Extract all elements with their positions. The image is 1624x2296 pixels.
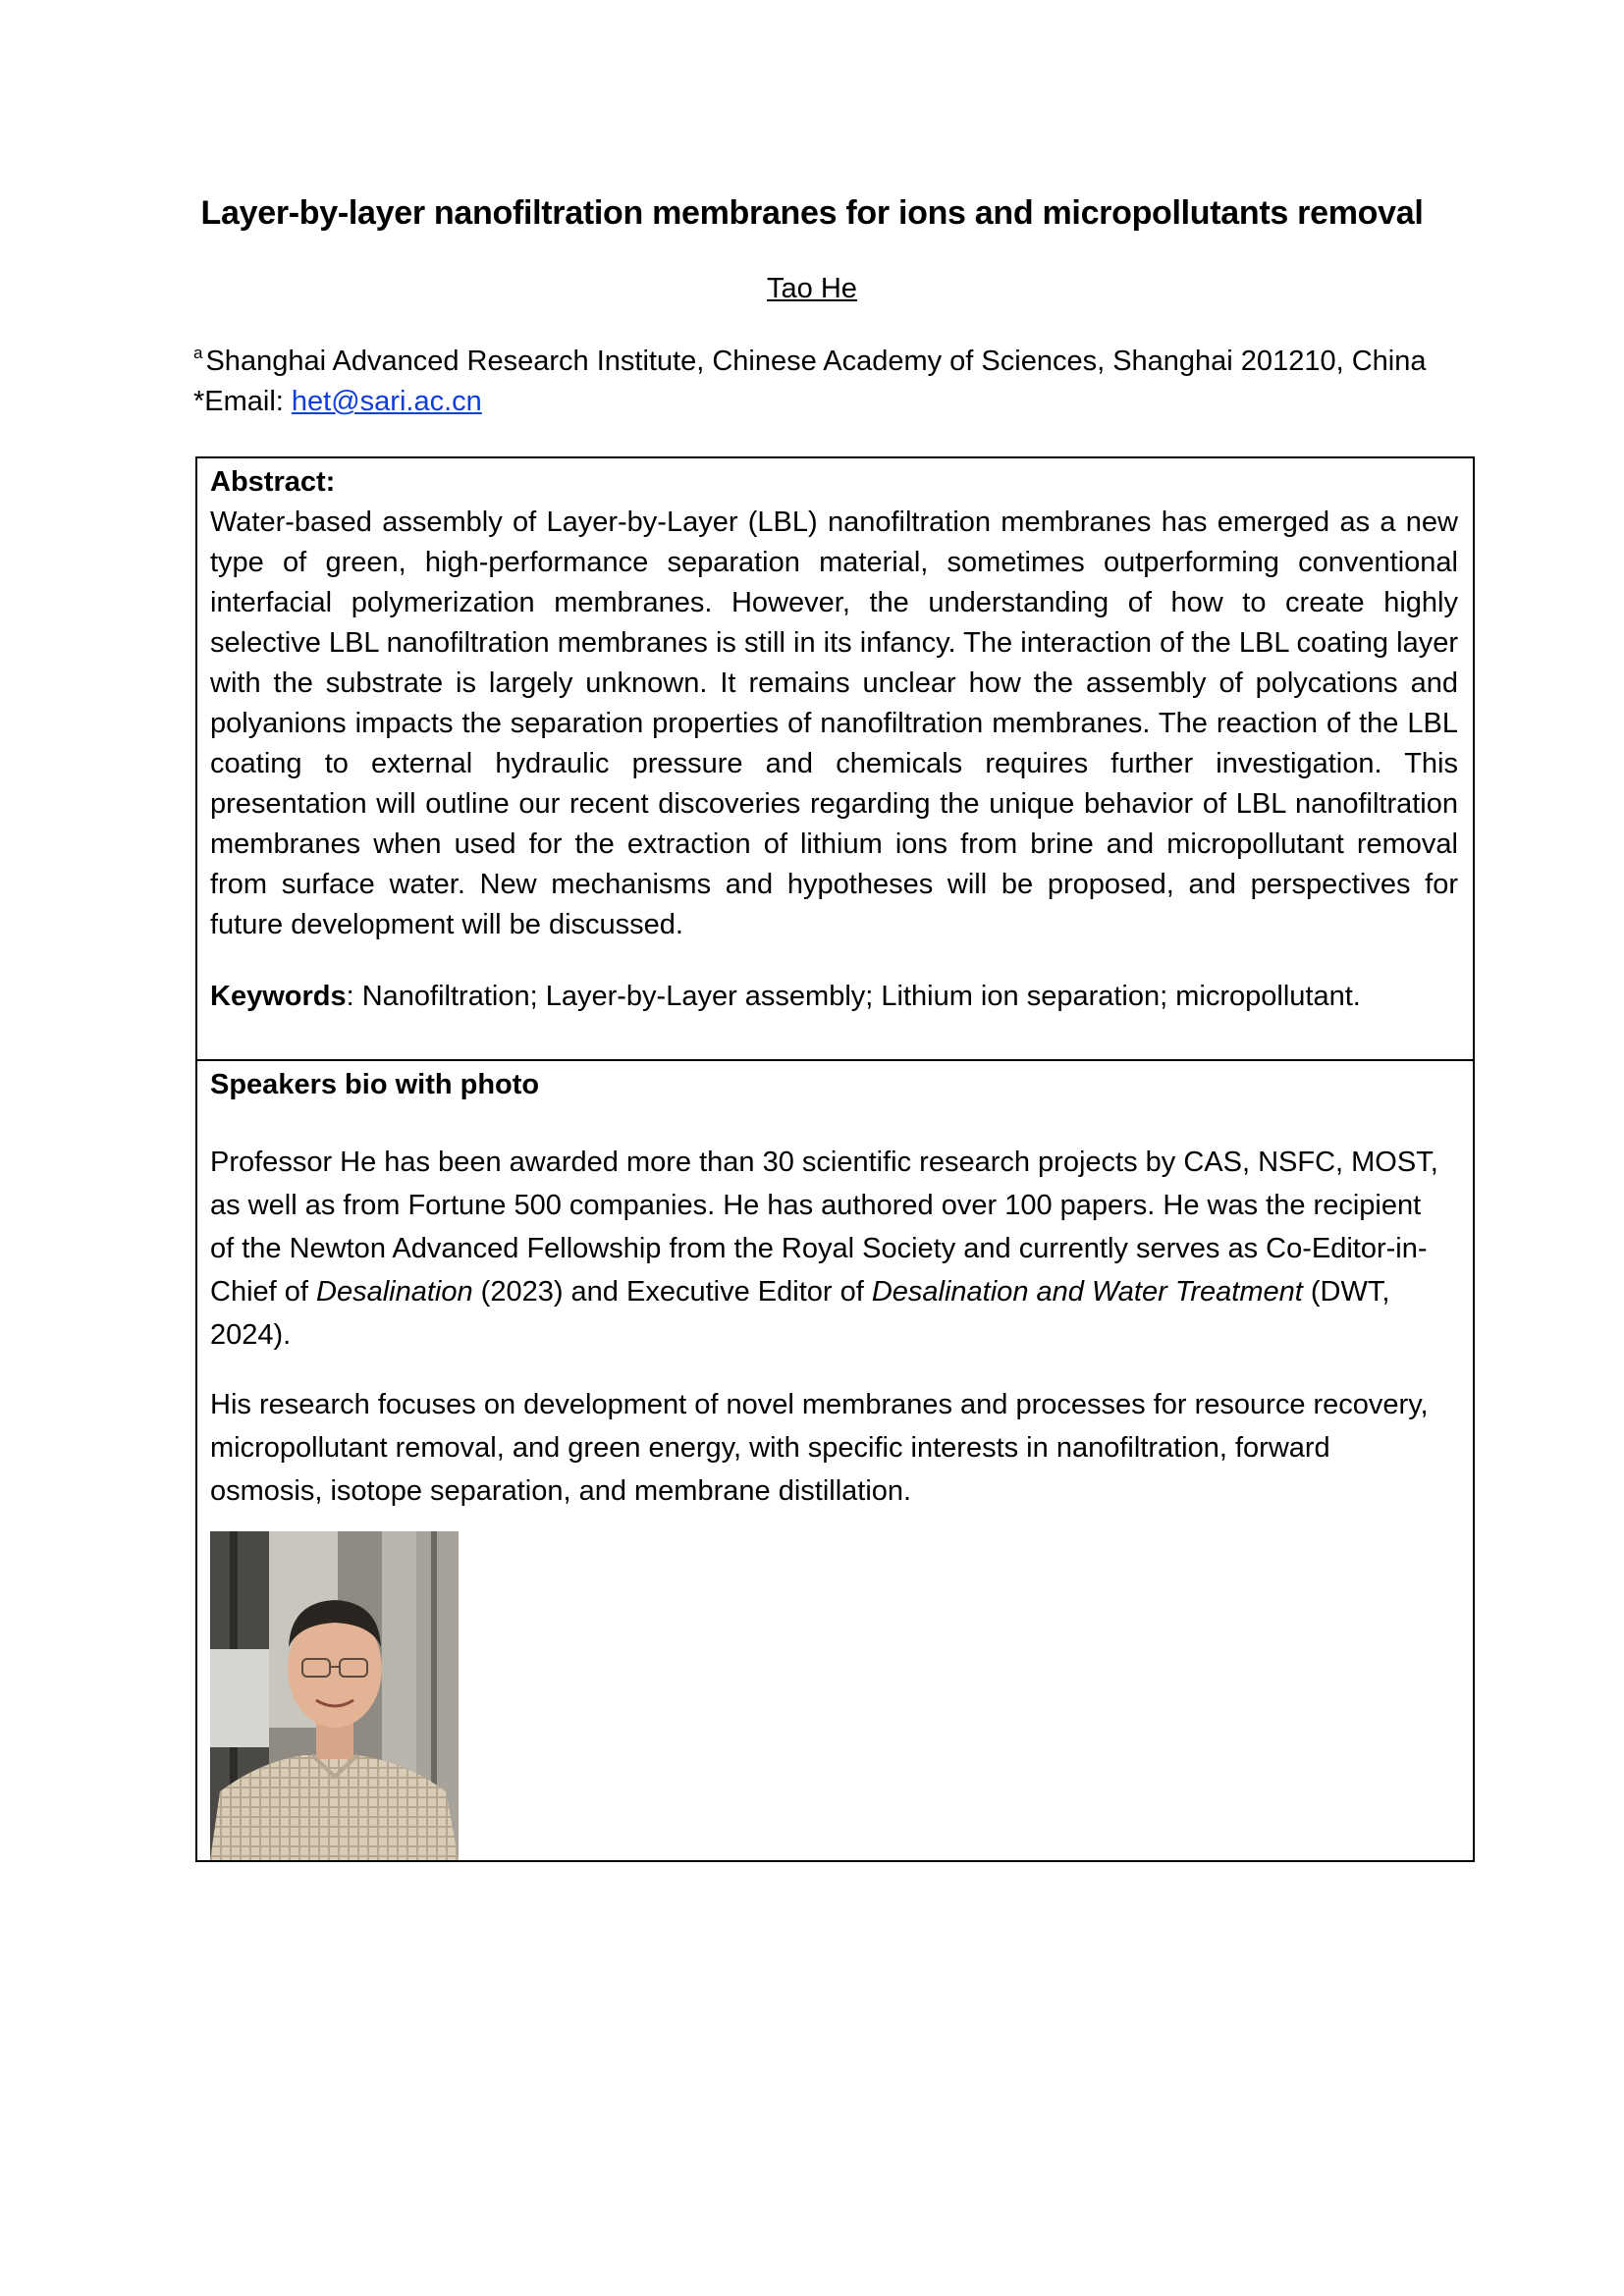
journal-name: Desalination and Water Treatment <box>871 1276 1303 1308</box>
email-link[interactable]: het@sari.ac.cn <box>291 386 482 417</box>
journal-name: Desalination <box>316 1276 473 1308</box>
bio-paragraph-1 <box>210 1141 1447 1357</box>
bio-heading: Speakers bio with photo <box>210 1069 540 1100</box>
bio-paragraph-2: His research focuses on development of novel membranes and processes for resource recovery, micropollutant removal, and green energy, with specific interests in nanofiltration, forward osmosis, isotope separation, and membrane distillation. <box>210 1389 1429 1507</box>
abstract-heading: Abstract: <box>210 466 336 498</box>
abstract-bio-table <box>195 456 1475 1862</box>
page-title: Layer-by-layer nanofiltration membranes for ions and micropollutants removal <box>200 194 1424 232</box>
affiliation-text: Shanghai Advanced Research Institute, Chinese Academy of Sciences, Shanghai 201210, China <box>205 346 1427 377</box>
table-divider <box>197 1059 1473 1061</box>
email-label: *Email: <box>193 386 292 417</box>
author-name: Tao He <box>767 273 857 304</box>
keywords-line <box>210 981 1458 1013</box>
affiliation-marker: a <box>193 344 203 362</box>
bio-text: (2023) and Executive Editor of <box>472 1276 872 1308</box>
abstract-text: Water-based assembly of Layer-by-Layer (LBL) nanofiltration membranes has emerged as a new type of green, high-performance separation material, sometimes outperforming conventional interfacial polymerization membranes. However, the understanding of how to create highly selective LBL nanofiltration membranes is still in its infancy. The interaction of the LBL coating layer with the substrate is largely unknown. It remains unclear how the assembly of polycations and polyanions impacts the separation properties of nanofiltration membranes. The reaction of the LBL coating to external hydraulic pressure and chemicals requires further investigation. This presentation will outline our recent discoveries regarding the unique behavior of LBL nanofiltration membranes when used for the extraction of lithium ions from brine and micropollutant removal from surface water. New mechanisms and hypotheses will be proposed, and perspectives for future development will be discussed. <box>210 507 1458 940</box>
keywords-text: : Nanofiltration; Layer-by-Layer assembly; Lithium ion separation; micropollutant. <box>346 981 1361 1012</box>
speaker-photo <box>210 1531 459 1860</box>
affiliation <box>193 344 1426 378</box>
bio-text: Professor He has been awarded more than 30 scientific research projects by CAS, NSFC, MOST, as well as from Fortune 500 companies. He has authored over 100 papers. He was the recipient of the Newton Advanced Fellowship from the Royal Society and currently serves as Co-Editor-in-Chief of <box>210 1147 1438 1308</box>
bio-text: (DWT, 2024). <box>210 1276 1390 1351</box>
email-line <box>193 386 482 418</box>
keywords-label: Keywords <box>210 981 347 1012</box>
